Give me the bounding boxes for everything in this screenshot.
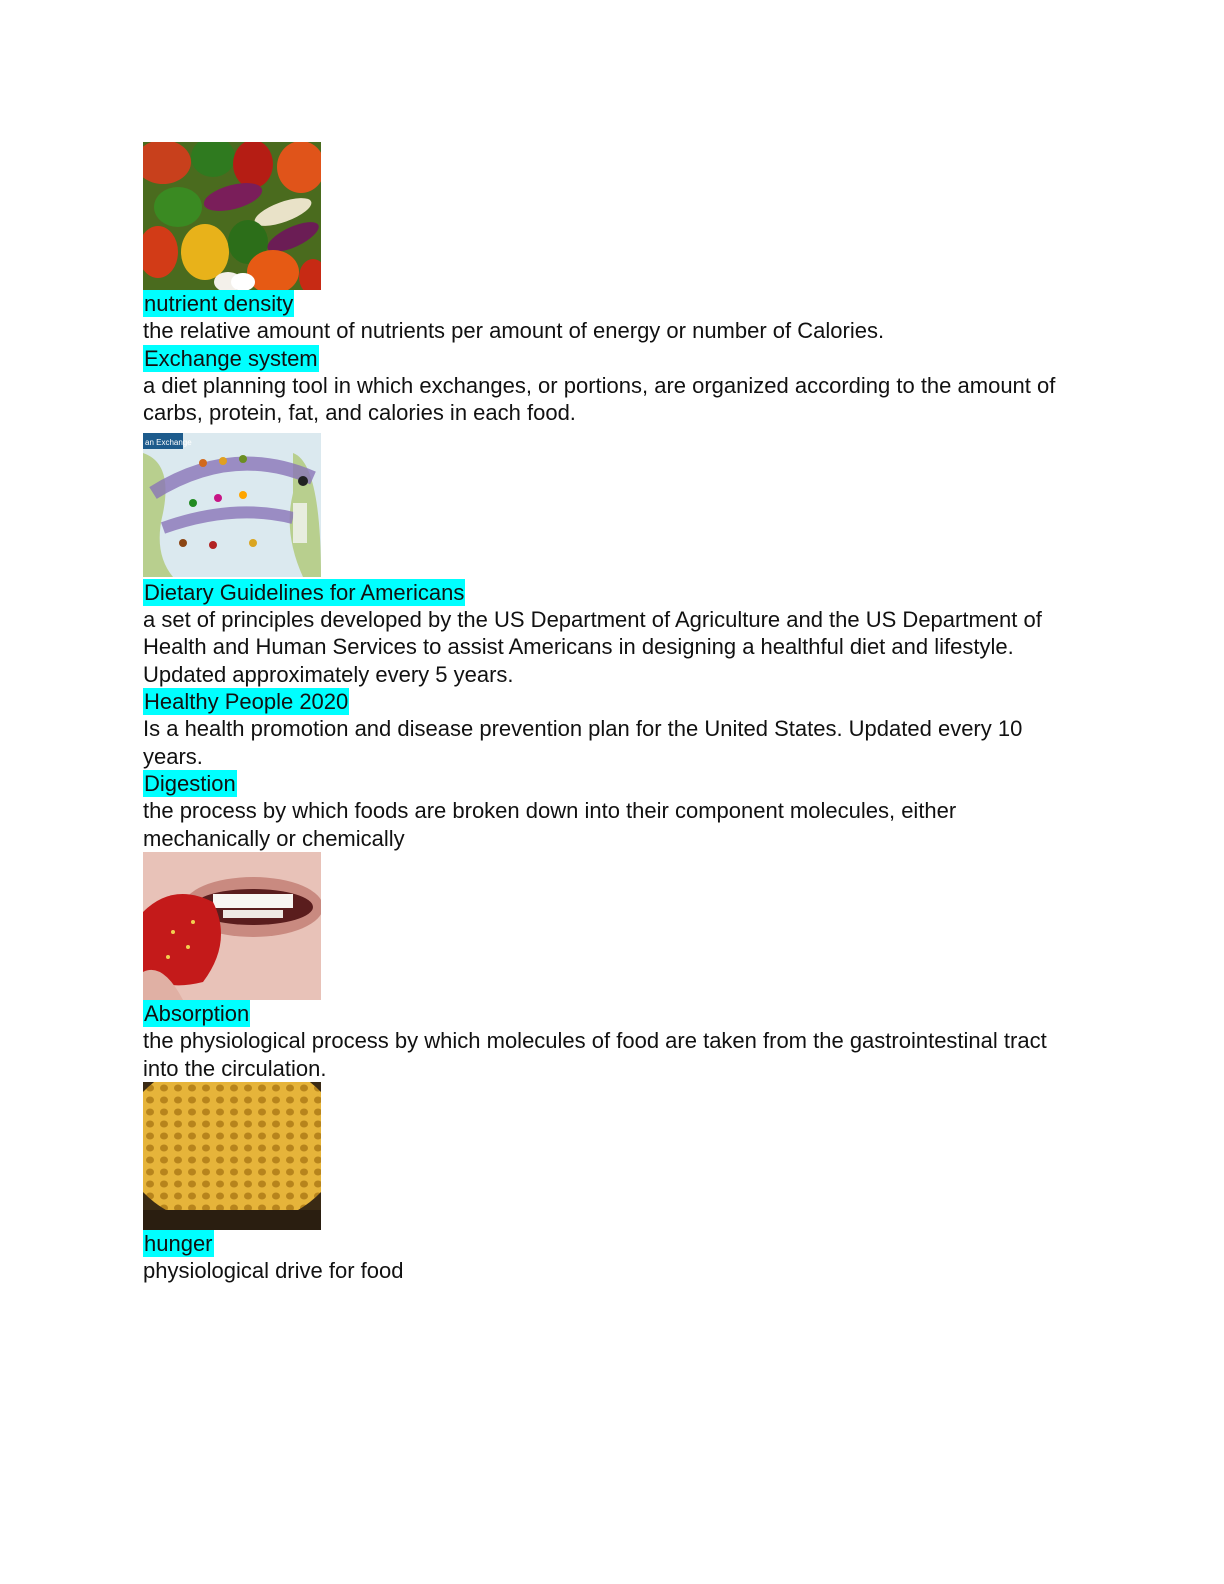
definition-absorption: the physiological process by which molecules of food are taken from the gastrointestinal tract into the circulation. <box>143 1028 1047 1081</box>
sponge-illustration <box>143 1082 321 1230</box>
exchange-map-header: an Exchange <box>145 437 192 447</box>
definition-dietary-guidelines: a set of principles developed by the US Department of Agriculture and the US Department of Health and Human Services to assist Americans in designing a healthful diet and lifestyle. Updated approximately every 5 years. <box>143 606 1042 687</box>
definition-hunger: physiological drive for food <box>143 1258 404 1283</box>
sponge-image <box>143 1082 321 1230</box>
entry-absorption <box>143 1000 1083 1082</box>
term-healthy-people: Healthy People 2020 <box>144 689 349 714</box>
entry-hunger <box>143 1230 1083 1285</box>
vegetables-image <box>143 142 321 290</box>
entry-exchange-system <box>143 345 1083 427</box>
term-absorption: Absorption <box>144 1001 250 1026</box>
term-exchange-system: Exchange system <box>144 345 318 371</box>
flashcard-list <box>143 142 1083 1285</box>
definition-exchange-system: a diet planning tool in which exchanges, or portions, are organized according to the amount of carbs, protein, fat, and calories in each food. <box>143 372 1056 425</box>
entry-dietary-guidelines <box>143 579 1083 689</box>
entry-healthy-people <box>143 688 1083 770</box>
strawberry-mouth-illustration <box>143 852 321 1000</box>
exchange-map-image <box>143 431 321 579</box>
strawberry-mouth-image <box>143 852 321 1000</box>
exchange-map-illustration <box>143 431 321 579</box>
entry-digestion <box>143 770 1083 852</box>
term-hunger: hunger <box>144 1231 213 1256</box>
vegetables-illustration <box>143 142 321 290</box>
definition-digestion: the process by which foods are broken down into their component molecules, either mechanically or chemically <box>143 798 957 851</box>
definition-healthy-people: Is a health promotion and disease prevention plan for the United States. Updated every 10 years. <box>143 716 1023 769</box>
term-digestion: Digestion <box>144 771 236 796</box>
entry-nutrient-density <box>143 290 1083 345</box>
term-dietary-guidelines: Dietary Guidelines for Americans <box>144 579 465 605</box>
term-nutrient-density: nutrient density <box>144 291 294 316</box>
definition-nutrient-density: the relative amount of nutrients per amount of energy or number of Calories. <box>143 318 885 343</box>
